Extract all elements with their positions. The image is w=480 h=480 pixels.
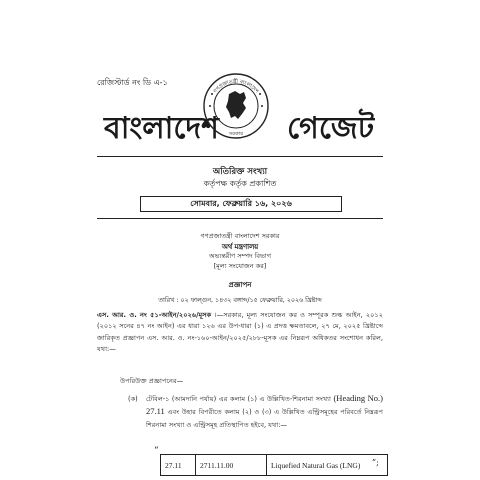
item-text: [146, 392, 383, 431]
published-by: কর্তৃপক্ষ কর্তৃক প্রকাশিত: [203, 179, 277, 188]
item-key: (ক): [128, 395, 138, 403]
sro-reference: এস. আর. ও. নং ৫১-আইন/২০২৬/মূসক: [97, 311, 212, 319]
notification-paragraph: [97, 310, 383, 356]
divider-rule: [97, 218, 383, 219]
extraordinary-issue: অতিরিক্ত সংখ্যা: [212, 167, 268, 177]
gazette-title-right: গেজেট: [287, 111, 375, 146]
header-rule: [97, 156, 383, 157]
notification-date: তারিখ : ০২ ফাল্গুন, ১৪৩২ বঙ্গাব্দ/১৫ ফেব্রুয়ারি, ২০২৬ খ্রিষ্টাব্দ: [158, 297, 322, 304]
intro-line: উপরিউক্ত প্রজ্ঞাপনের—: [120, 377, 184, 385]
item-text-part-2: এবং উহার বিপরীতে কলাম (২) ও (৩) এ উল্লিখিত এন্ট্রিসমূহের পরিবর্তে নিম্নরূপ শিরনামা সংখ্যা ও এন্ট্রিসমূহ প্রতিস্থাপিত হইবে, যথা:—: [146, 408, 383, 429]
quote-open: “: [154, 446, 159, 456]
registration-number: রেজিস্টার্ড নং ডি এ-১: [97, 78, 168, 87]
paragraph-text: ।—সরকার, মূল্য সংযোজন কর ও সম্পূরক শুল্ক আইন, ২০১২ (২০১২ সনের ৪৭ নং আইন) এর ধারা ১২৬ এর উপ-ধারা (১) এ প্রদত্ত ক্ষমতাবলে, ২৭ মে, ২০২৫ খ্রিষ্টাব্দে জারিকৃত প্রজ্ঞাপন এস. আর. ও. নং-১৬০-আইন/২০২৫/২৮৮-মূসক এর নিম্নরূপ অধিকতর সংশোধন করিল, যথা:—: [97, 311, 383, 354]
section-name: [মূল্য সংযোজন কর]: [213, 262, 267, 270]
government-seal: [202, 72, 270, 140]
ministry-name: অর্থ মন্ত্রণালয়: [221, 243, 259, 251]
notification-title: প্রজ্ঞাপন: [228, 281, 252, 289]
seal-top-text: গণপ্রজাতন্ত্রী বাংলাদেশ: [212, 78, 260, 95]
table-row: [161, 455, 388, 476]
division-name: অভ্যন্তরীণ সম্পদ বিভাগ: [208, 252, 272, 260]
heading-cell: 27.11: [161, 455, 196, 476]
description-cell: Liquefied Natural Gas (LNG): [267, 455, 388, 476]
heading-number: (Heading No.) 27.11: [146, 393, 383, 417]
item-text-part-1: টেবিল-১ (আমদানি পর্যায়) এর কলাম (১) এ উল্লিখিত-শিরনামা সংখ্যা: [146, 395, 334, 403]
seal-bottom-text: সরকার: [228, 131, 244, 137]
date-banner: সোমবার, ফেব্রুয়ারি ১৬, ২০২৬: [140, 196, 342, 212]
quote-close: ”;: [372, 458, 379, 467]
government-name: গণপ্রজাতন্ত্রী বাংলাদেশ সরকার: [200, 232, 280, 240]
hs-code-cell: 2711.11.00: [196, 455, 267, 476]
tariff-table: [160, 454, 388, 476]
gazette-title-left: বাংলাদেশ: [104, 111, 219, 146]
